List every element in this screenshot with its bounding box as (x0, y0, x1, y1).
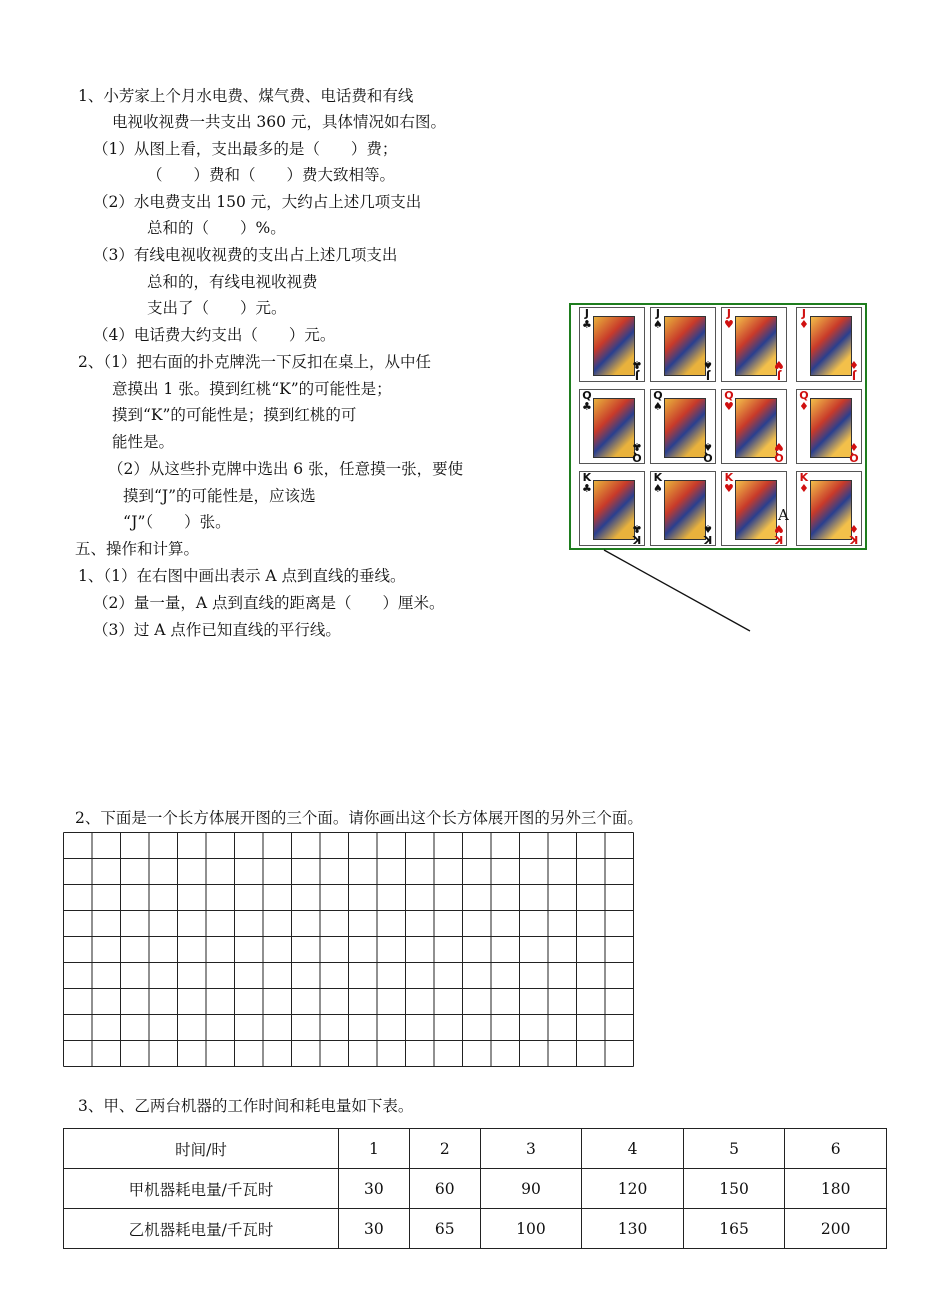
point-a-label: A (778, 506, 789, 524)
power-usage-table (63, 1128, 887, 1249)
card-index: J ♠ (653, 307, 663, 331)
table-cell: 5 (683, 1129, 785, 1169)
card-index-bottom: K ♥ (774, 522, 784, 546)
given-line (604, 550, 750, 631)
q1-part2a: （2）水电费支出 150 元，大约占上述几项支出 (93, 193, 422, 211)
card-index: K ♥ (724, 471, 734, 495)
card-index-bottom: Q ♦ (849, 440, 859, 464)
q1-part2b: 总和的（ ）%。 (147, 219, 286, 237)
sec5-q1b: （2）量一量，A 点到直线的距离是（ ）厘米。 (93, 594, 445, 612)
card-index: J ♦ (799, 307, 809, 331)
card-index: Q ♥ (724, 389, 734, 413)
card-index: J ♣ (582, 307, 592, 331)
card-index: Q ♠ (653, 389, 663, 413)
card-index-bottom: Q ♥ (774, 440, 784, 464)
table-cell: 乙机器耗电量/千瓦时 (64, 1209, 339, 1249)
table-cell: 1 (339, 1129, 410, 1169)
table-row (64, 1209, 887, 1249)
table-cell: 165 (683, 1209, 785, 1249)
q1-part3b: 总和的，有线电视收视费 (147, 273, 318, 291)
card-index: J ♥ (724, 307, 734, 331)
sec5-q3-text: 3、甲、乙两台机器的工作时间和耗电量如下表。 (78, 1097, 414, 1115)
q1-part4: （4）电话费大约支出（ ）元。 (93, 326, 336, 344)
card-index-bottom: J ♦ (849, 358, 859, 382)
card-index: Q ♦ (799, 389, 809, 413)
sec5-q1a: 1、（1）在右图中画出表示 A 点到直线的垂线。 (78, 567, 406, 585)
table-cell: 130 (582, 1209, 684, 1249)
table-cell: 120 (582, 1169, 684, 1209)
q2-line3: 摸到“K”的可能性是；摸到红桃的可 (112, 406, 357, 424)
section5-title: 五、操作和计算。 (75, 540, 200, 558)
card-index-bottom: J ♣ (632, 358, 642, 382)
q2-line2: 意摸出 1 张。摸到红桃“K”的可能性是； (112, 380, 392, 398)
q2-line1: 2、（1）把右面的扑克牌洗一下反扣在桌上，从中任 (78, 353, 431, 371)
card-index-bottom: Q ♠ (703, 440, 713, 464)
card-index-bottom: K ♠ (703, 522, 713, 546)
table-cell: 180 (785, 1169, 887, 1209)
card-index: K ♣ (582, 471, 592, 495)
table-cell: 甲机器耗电量/千瓦时 (64, 1169, 339, 1209)
table-cell: 30 (339, 1209, 410, 1249)
card-index-bottom: K ♣ (632, 522, 642, 546)
drawing-grid (63, 832, 634, 1067)
card-index: K ♠ (653, 471, 663, 495)
table-cell: 200 (785, 1209, 887, 1249)
q1-line2: 电视收视费一共支出 360 元，具体情况如右图。 (112, 113, 446, 131)
table-cell: 90 (480, 1169, 582, 1209)
q2-line7: “J”（ ）张。 (123, 513, 231, 531)
table-cell: 150 (683, 1169, 785, 1209)
card-index-bottom: Q ♣ (632, 440, 642, 464)
table-header-row (64, 1129, 887, 1169)
table-cell: 6 (785, 1129, 887, 1169)
q1-part1a: （1）从图上看，支出最多的是（ ）费； (93, 140, 398, 158)
table-cell: 60 (409, 1169, 480, 1209)
sec5-q1c: （3）过 A 点作已知直线的平行线。 (93, 621, 341, 639)
card-index-bottom: J ♠ (703, 358, 713, 382)
table-cell: 30 (339, 1169, 410, 1209)
q2-line5: （2）从这些扑克牌中选出 6 张，任意摸一张，要使 (108, 460, 464, 478)
card-index-bottom: K ♦ (849, 522, 859, 546)
card-index: K ♦ (799, 471, 809, 495)
table-cell: 时间/时 (64, 1129, 339, 1169)
table-cell: 2 (409, 1129, 480, 1169)
table-cell: 65 (409, 1209, 480, 1249)
table-cell: 100 (480, 1209, 582, 1249)
q1-part3a: （3）有线电视收视费的支出占上述几项支出 (93, 246, 398, 264)
card-index-bottom: J ♥ (774, 358, 784, 382)
table-row (64, 1169, 887, 1209)
table-cell: 4 (582, 1129, 684, 1169)
card-index: Q ♣ (582, 389, 592, 413)
q1-part3c: 支出了（ ）元。 (147, 299, 287, 317)
table-cell: 3 (480, 1129, 582, 1169)
q2-line4: 能性是。 (112, 433, 175, 451)
q2-line6: 摸到“J”的可能性是，应该选 (123, 487, 316, 505)
q1-part1b: （ ）费和（ ）费大致相等。 (147, 166, 396, 184)
sec5-q2-text: 2、下面是一个长方体展开图的三个面。请你画出这个长方体展开图的另外三个面。 (75, 809, 643, 827)
q1-line1: 1、小芳家上个月水电费、煤气费、电话费和有线 (78, 87, 414, 105)
